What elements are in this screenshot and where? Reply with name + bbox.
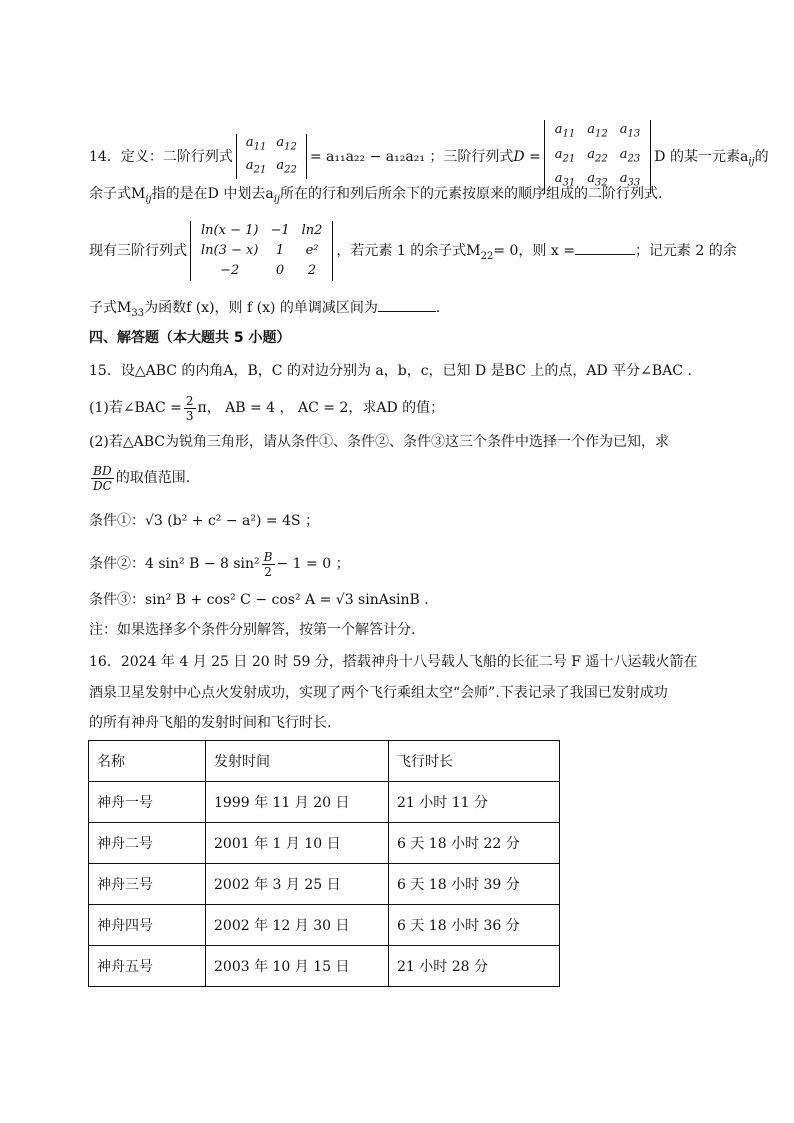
table-cell: 神舟五号 (89, 946, 206, 987)
table-cell: 21 小时 11 分 (389, 782, 560, 823)
table-cell: 6 天 18 小时 39 分 (389, 864, 560, 905)
table-cell: 1999 年 11 月 20 日 (206, 782, 389, 823)
table-cell: 2003 年 10 月 15 日 (206, 946, 389, 987)
answer-blank-x[interactable] (575, 254, 635, 255)
table-cell: 2002 年 12 月 30 日 (206, 905, 389, 946)
q15-note: 注：如果选择多个条件分别解答，按第一个解答计分. (89, 622, 416, 638)
q14-line1-tail2: 的 (754, 148, 769, 165)
third-order-determinant: $a_{11}$ $a_{12}$ $a_{13}$ $a_{21}$ $a_{22}$ $a_{23}$ $a_{31}$ $a_{32}$ $a_{33}$ (544, 120, 652, 194)
q14-line1-tail: D 的某一元素a (654, 148, 749, 165)
condition-1: 条件①：√3 (b² + c² − a²) = 4S ； (89, 513, 320, 529)
table-header: 发射时间 (206, 741, 389, 782)
section-heading: 四、解答题（本大题共 5 小题） (89, 330, 291, 346)
q14-intro: 定义：二阶行列式 (120, 148, 233, 165)
q16-line1: 16．2024 年 4 月 25 日 20 时 59 分，搭载神舟十八号载人飞船的长征二号 F 遥十八运载火箭在 (89, 654, 698, 670)
second-order-determinant: $a_{11}$ $a_{12}$ $a_{21}$ $a_{22}$ (236, 134, 307, 179)
q15-part2-b: $\frac{BD}{DC}$ 的取值范围. (93, 463, 191, 493)
q14-line4: 子式$M_{33}$为函数f (x)，则 f (x) 的单调减区间为 . (89, 300, 441, 319)
table-row (89, 864, 560, 905)
q14-line3: 现有三阶行列式 ln(x − 1) −1 ln2 ln(3 − x) 1 e² −2 0 2 ，若元素 1 的余子式$M_{22}= 0$，则 x = ；记元素 2 的余 (89, 219, 737, 289)
q14-line2: 余子式$M_{ij}$指的是在D 中划去$a_{ij}$所在的行和列后所余下的元素按原来的顺序组成的二阶行列式. (89, 186, 663, 205)
fraction-two-thirds: $\frac{2}{3}$ (185, 393, 194, 423)
table-header: 飞行时长 (389, 741, 560, 782)
q15-line1: 15．设△ABC 的内角A，B，C 的对边分别为 a，b，c，已知 D 是BC 上的点，AD 平分∠BAC . (89, 363, 692, 379)
table-header-row (89, 741, 560, 782)
q14-line1: 14．定义：二阶行列式 $a_{11}$ $a_{12}$ $a_{21}$ $a_{22}$ = a₁₁a₂₂ − a₁₂a₂₁ ；三阶行列式D = $a_{11}$ $a_{12}$ $a_{13}$ $a_{21}$ $a_{22}$ $a_{23}$ $a_{31}$ $a_{32}$ $a_{33}$ D 的某一元素$a_{ij}$的 (89, 120, 769, 194)
table-cell: 神舟三号 (89, 864, 206, 905)
q15-part1: (1)若∠BAC = $\frac{2}{3}$ π， AB = 4 ， AC = 2，求AD 的值； (89, 393, 445, 423)
table-cell: 6 天 18 小时 22 分 (389, 823, 560, 864)
det2-expansion: = a₁₁a₂₂ − a₁₂a₂₁ ；三阶行列式 (309, 148, 514, 165)
table-cell: 神舟二号 (89, 823, 206, 864)
fraction-bd-dc: $\frac{BD}{DC}$ (93, 463, 112, 493)
condition-2: 条件②：4 sin² B − 8 sin² $\frac{B}{2}$ − 1 = 0 ； (89, 549, 350, 579)
answer-blank-interval[interactable] (378, 311, 436, 312)
table-cell: 神舟四号 (89, 905, 206, 946)
condition-3: 条件③：sin² B + cos² C − cos² A = √3 sinAsinB . (89, 592, 429, 608)
table-row (89, 782, 560, 823)
table-cell: 2002 年 3 月 25 日 (206, 864, 389, 905)
shenzhou-table (88, 740, 560, 987)
table-cell: 神舟一号 (89, 782, 206, 823)
table-row (89, 905, 560, 946)
q16-line3: 的所有神舟飞船的发射时间和飞行时长. (89, 715, 332, 731)
table-cell: 2001 年 1 月 10 日 (206, 823, 389, 864)
table-cell: 6 天 18 小时 36 分 (389, 905, 560, 946)
given-determinant: ln(x − 1) −1 ln2 ln(3 − x) 1 e² −2 0 2 (190, 221, 333, 281)
q16-line2: 酒泉卫星发射中心点火发射成功，实现了两个飞行乘组太空“会师”.下表记录了我国已发射成功 (89, 685, 668, 701)
q14-number: 14． (89, 148, 121, 165)
table-row (89, 823, 560, 864)
D-label: D = (513, 148, 541, 165)
q15-part2: (2)若△ABC为锐角三角形，请从条件①、条件②、条件③这三个条件中选择一个作为已知，求 (89, 434, 669, 450)
table-header: 名称 (89, 741, 206, 782)
table-row (89, 946, 560, 987)
table-cell: 21 小时 28 分 (389, 946, 560, 987)
